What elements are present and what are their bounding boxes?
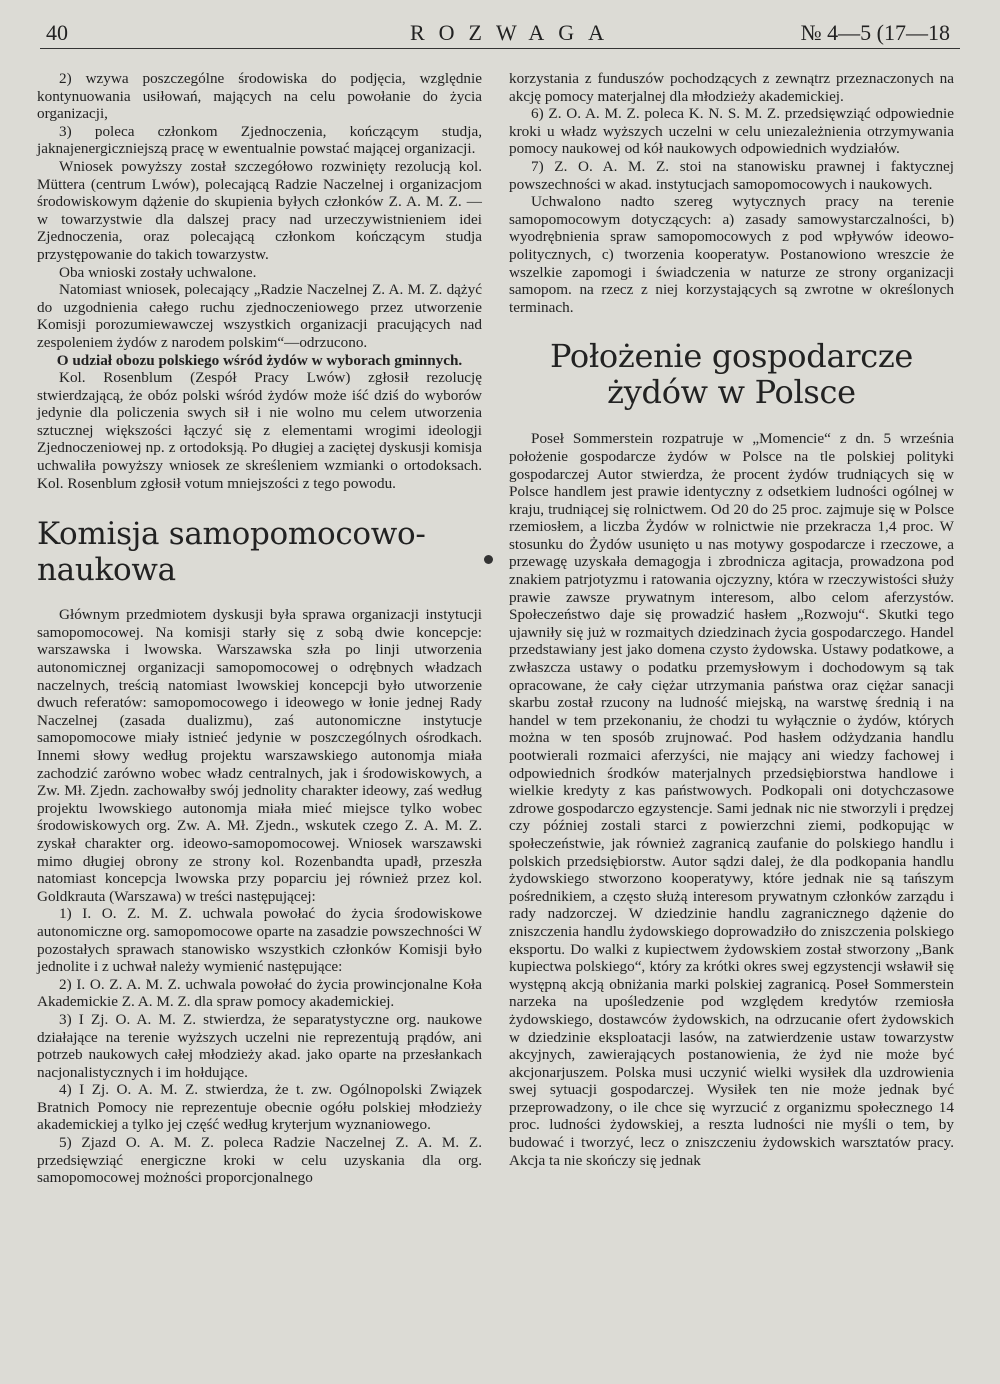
paragraph: 5) Zjazd O. A. M. Z. poleca Radzie Naczelnej Z. A. M. Z. przedsięwziąć energiczne kroki w celu uzyskania dla org. samopomocowej możności proporcjonalnego — [37, 1134, 482, 1187]
paragraph: 3) poleca członkom Zjednoczenia, kończącym studja, jaknajenergiczniejszą pracę w ewentualnie powstać mającej organizacji. — [37, 122, 482, 158]
issue-number: № 4—5 (17—18 — [800, 20, 950, 45]
paragraph: Uchwalono nadto szereg wytycznych pracy na terenie samopomocowym dotyczących: a) zasady samowystarczalności, b) wyodrębnienia spraw samopomocowych z pod wpływów ideowo-politycznych, c) tworzenia kooperatyw. Postanowiono wreszcie że wszelkie zapomogi i świadczenia w naturze ze strony organizacji samopom. na rzecz z niej korzystających są zwrotne w określonych terminach. — [509, 193, 954, 316]
ink-dot — [484, 555, 493, 564]
paragraph: 3) I Zj. O. A. M. Z. stwierdza, że separatystyczne org. naukowe działające na terenie wyższych uczelni nie reprezentują prądów, ani potrzeb naukowych całej młodzieży akad. jako oparte na przesłankach nacjonalistycznych i im hołdujące. — [37, 1010, 482, 1081]
paragraph: Poseł Sommerstein rozpatruje w „Momencie“ z dn. 5 września położenie gospodarcze żydów w Polsce na tle polskiej polityki gospodarczej Autor stwierdza, że procent żydów trudniących się w Polsce handlem jest prawie identyczny z odsetkiem ludności ogólnej w kraju, trudniącej się rolnictwem. Od 20 do 25 proc. zajmuje się w Polsce rzemiosłem, a liczba Żydów w rolnictwie nie przekracza 1,4 proc. W stosunku do Żydów usunięto u nas motywy gospodarcze i rzeczowe, a przewagę uzyskała demagogja i zbrodnicza agitacja, prowadzona pod znakiem patrjotyzmu i ratowania ojczyzny, która w rzeczywistości służy prawie zawsze prywatnym interesom, albo celom aferzystów. Społeczeństwo daje się prowadzić hasłem „Rozwoju“. Skutki tego ujawniły się już w rozmaitych dziedzinach życia gospodarczego. Handel przedstawiany jest jako domena czysto żydowska. Ustawy podatkowe, a zwłaszcza ustawy o podatku przemysłowym i dochodowym są tak opracowane, że cały ciężar utrzymania państwa oraz ciężar sanacji skarbu został rzucony na ludność miejską, na warstwę średnią i na handel w tem przekonaniu, że chodzi tu wyłącznie o żydów, których można w ten sposób zrujnować. Pod hasłem odżydzania handlu pootwierali rozmaici aferzyści, nie mający ani wiedzy fachowej i odpowiednich środków materjalnych przedsiębiorstwa handlowe i wielkie kredyty z kas państwowych. Podkopali oni dotychczasowe zdrowe gospodarczo egzystencje. Sami jednak nic nie stworzyli i prędzej czy później zostali starci z powierzchni ziemi, podkopując w społeczeństwie, jak również zagranicą zaufanie do polskiego handlu i polskich przedsiębiorstw. Autor sądzi dalej, że dla podkopania handlu żydowskiego stworzono kooperatywy, które jednak nie są tańszym pośrednikiem, a często służą interesom prywatnym członków zarządu i rady nadzorczej. W dziedzinie handlu zagranicznego dążenie do zniszczenia handlu żydowskiego doprowadziło do zniszczenia polskiego eksportu. Do walki z kupiectwem żydowskiem został stworzony „Bank kupiectwa polskiego“, który za krótki okres swej egzystencji wsławił się występną akcją obniżania marki polskiej zagranicą. Poseł Sommerstein narzeka na upośledzenie pod względem kredytów rzemiosła żydowskiego, dostawców żydowskich, na odrzucanie ofert żydowskich w dziedzinie eksploatacji lasów, na zatwierdzenie ustaw towarzystw akcyjnych, zawierających postanowienia, że żyd nie może być akcjonarjuszem. Polska musi uczynić wielki wysiłek dla uzdrowienia swej sytuacji gospodarczej. Wysiłek ten nie może jednak być przeprowadzony, o ile chce się wyrzucić z organizmu społecznego 14 proc. ludności żydowskiej, a reszta ludności nie myśli o tem, by budować i tworzyć, lecz o zniszczeniu żydowskich warsztatów pracy. Akcja ta nie skończy się jednak — [509, 430, 954, 1169]
paragraph: 2) wzywa poszczególne środowiska do podjęcia, względnie kontynuowania usiłowań, mających na celu powołanie do życia organizacji, — [37, 70, 482, 123]
paragraph: Głównym przedmiotem dyskusji była sprawa organizacji instytucji samopomocowej. Na komisji starły się z sobą dwie koncepcje: warszawska i lwowska. Warszawska szła po linji utworzenia autonomicznej organizacji samopomocowej o odrębnych władzach naczelnych, treścią natomiast lwowskiej koncepcji było utworzenie dwuch referatów: samopomocowego i ideowego w łonie jednej Rady Naczelnej (zasada dualizmu), zaś autonomiczne instytucje samopomocowe miały istnieć jedynie w poszczególnych ośrodkach. Innemi słowy według projektu warszawskiego autonomja miała zachodzić zarówno wobec władz centralnych, jak i środowiskowych, a Zw. Mł. Zjedn. zachowałby swój jednolity charakter ideowy, zaś według projektu lwowskiego autonomja miała mieć miejsce tylko wobec środowiskowych org. Zw. A. Mł. Zjedn., wskutek czego Z. A. M. Z. zyskał charakter org. ideowo-samopomocowej. Wniosek warszawski mimo długiej obrony ze strony kol. Rozenbandta upadł, przeszła natomiast koncepcja lwowska przy poparciu jej również przez kol. Goldkrauta (Warszawa) w treści następującej: — [37, 606, 482, 905]
paragraph: Kol. Rosenblum (Zespół Pracy Lwów) zgłosił rezolucję stwierdzającą, że obóz polski wśród żydów może iść dziś do wyborów jedynie dla policzenia swych sił i nie wolno mu celem utworzenia sztucznej większości łączyć się z elementami wrogimi ideologji Zjednoczeniowej np. z ortodoksją. Po długiej a zaciętej dyskusji komisja uchwaliła powyższy wniosek ze skreśleniem wzmianki o ortodoksach. Kol. Rosenblum zgłosił votum mniejszości z tego powodu. — [37, 369, 482, 492]
article-heading: Położenie gospodarcze żydów w Polsce — [549, 337, 914, 412]
paragraph: Wniosek powyższy został szczegółowo rozwinięty rezolucją kol. Müttera (centrum Lwów), polecającą Radzie Naczelnej i organizacjom środowiskowym dążenie do skupienia byłych członków Z. A. M. Z. — w towarzystwie dla dalszej pracy nad urzeczywistnieniem idei Zjednoczenia, oraz polecającą członkom kończącym studja przystępowanie do takich towarzystw. — [37, 157, 482, 263]
section-subheading: O udział obozu polskiego wśród żydów w wyborach gminnych. — [56, 351, 463, 369]
paragraph: 1) I. O. Z. M. Z. uchwala powołać do życia środowiskowe autonomiczne org. samopomocowe oparte na zasadzie powszechności W pozostałych sprawach stanowisko wszystkich członków Komisji było jednolite i z uchwał należy wymienić następujące: — [37, 905, 482, 976]
left-column — [37, 70, 482, 1187]
paragraph: Natomiast wniosek, polecający „Radzie Naczelnej Z. A. M. Z. dążyć do uzgodnienia całego ruchu zjednoczeniowego przez utworzenie Komisji porozumiewawczej wszystkich organizacji pracujących nad zespoleniem żydów z narodem polskim“—odrzucono. — [37, 281, 482, 351]
page-number: 40 — [46, 20, 68, 45]
publication-title: ROZWAGA — [410, 20, 618, 45]
paragraph: Oba wnioski zostały uchwalone. — [59, 263, 257, 281]
paragraph: 2) I. O. Z. A. M. Z. uchwala powołać do życia prowincjonalne Koła Akademickie Z. A. M. Z. dla spraw pomocy akademickiej. — [37, 975, 482, 1011]
paragraph: 4) I Zj. O. A. M. Z. stwierdza, że t. zw. Ogólnopolski Związek Bratnich Pomocy nie reprezentuje obecnie ogółu polskiej młodzieży akademickiej a tylko jej część według kryterjum wyznaniowego. — [37, 1081, 482, 1134]
paragraph: korzystania z funduszów pochodzących z zewnątrz przeznaczonych na akcję pomocy materjalnej dla młodzieży akademickiej. — [509, 70, 954, 105]
paragraph: 6) Z. O. A. M. Z. poleca K. N. S. M. Z. przedsięwziąć odpowiednie kroki u władz wyższych uczelni w celu uniezależnienia otrzymywania pomocy naukowej od kół naukowych odpowiednich wydziałów. — [509, 105, 954, 158]
page-header — [40, 18, 960, 49]
paragraph: 7) Z. O. A. M. Z. stoi na stanowisku prawnej i faktycznej powszechności w akad. instytucjach samopomocowych i naukowych. — [509, 157, 954, 193]
article-heading: Komisja samopomocowo-naukowa — [37, 516, 426, 589]
right-column — [509, 70, 954, 1169]
